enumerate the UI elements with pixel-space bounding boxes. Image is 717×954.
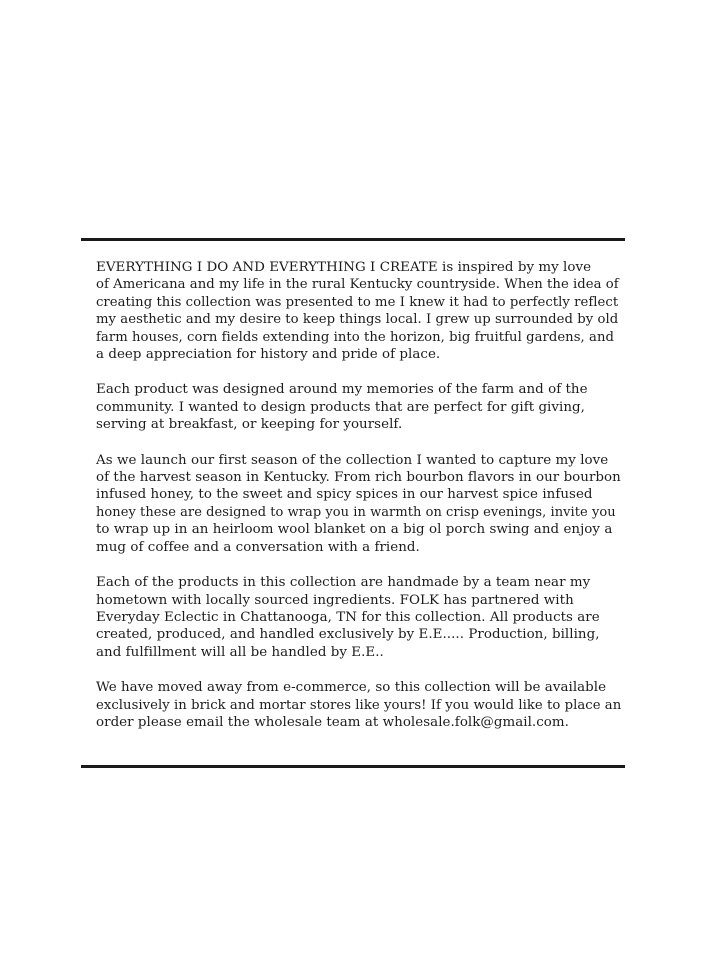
text-line: and fulfillment will all be handled by E.E..: [96, 644, 384, 660]
paragraph-handmade: [96, 574, 621, 661]
letter-body: [96, 259, 621, 749]
text-line: Each product was designed around my memories of the farm and of the: [96, 382, 588, 398]
paragraph-intro: [96, 259, 621, 363]
text-line: farm houses, corn fields extending into the horizon, big fruitful gardens, and: [96, 329, 614, 345]
text-line: Everyday Eclectic in Chattanooga, TN for this collection. All products are: [96, 609, 600, 625]
text-line: mug of coffee and a conversation with a friend.: [96, 539, 420, 555]
text-line: order please email the wholesale team at wholesale.folk@gmail.com.: [96, 714, 569, 730]
text-line: created, produced, and handled exclusively by E.E..... Production, billing,: [96, 627, 600, 643]
text-line: We have moved away from e-commerce, so this collection will be available: [96, 680, 607, 696]
text-line: of Americana and my life in the rural Kentucky countryside. When the idea of: [96, 277, 619, 293]
paragraph-harvest: [96, 452, 621, 556]
text-line: a deep appreciation for history and pride of place.: [96, 347, 441, 363]
text-line: creating this collection was presented to me I knew it had to perfectly reflect: [96, 294, 619, 310]
top-divider: [81, 238, 625, 241]
text-line: of the harvest season in Kentucky. From rich bourbon flavors in our bourbon: [96, 470, 621, 486]
text-line: to wrap up in an heirloom wool blanket on a big ol porch swing and enjoy a: [96, 522, 613, 538]
text-line: EVERYTHING I DO AND EVERYTHING I CREATE is inspired by my love: [96, 260, 592, 275]
text-line: honey these are designed to wrap you in warmth on crisp evenings, invite you: [96, 504, 616, 520]
text-line: infused honey, to the sweet and spicy spices in our harvest spice infused: [96, 487, 593, 503]
paragraph-products: [96, 381, 621, 433]
text-line: community. I wanted to design products that are perfect for gift giving,: [96, 399, 585, 415]
text-line: serving at breakfast, or keeping for yourself.: [96, 417, 403, 433]
text-line: my aesthetic and my desire to keep things local. I grew up surrounded by old: [96, 312, 619, 328]
paragraph-ordering: [96, 679, 621, 731]
text-line: exclusively in brick and mortar stores like yours! If you would like to place an: [96, 697, 622, 713]
text-line: hometown with locally sourced ingredients. FOLK has partnered with: [96, 592, 574, 608]
text-line: Each of the products in this collection are handmade by a team near my: [96, 575, 591, 591]
text-line: As we launch our first season of the collection I wanted to capture my love: [96, 452, 609, 468]
bottom-divider: [81, 765, 625, 768]
